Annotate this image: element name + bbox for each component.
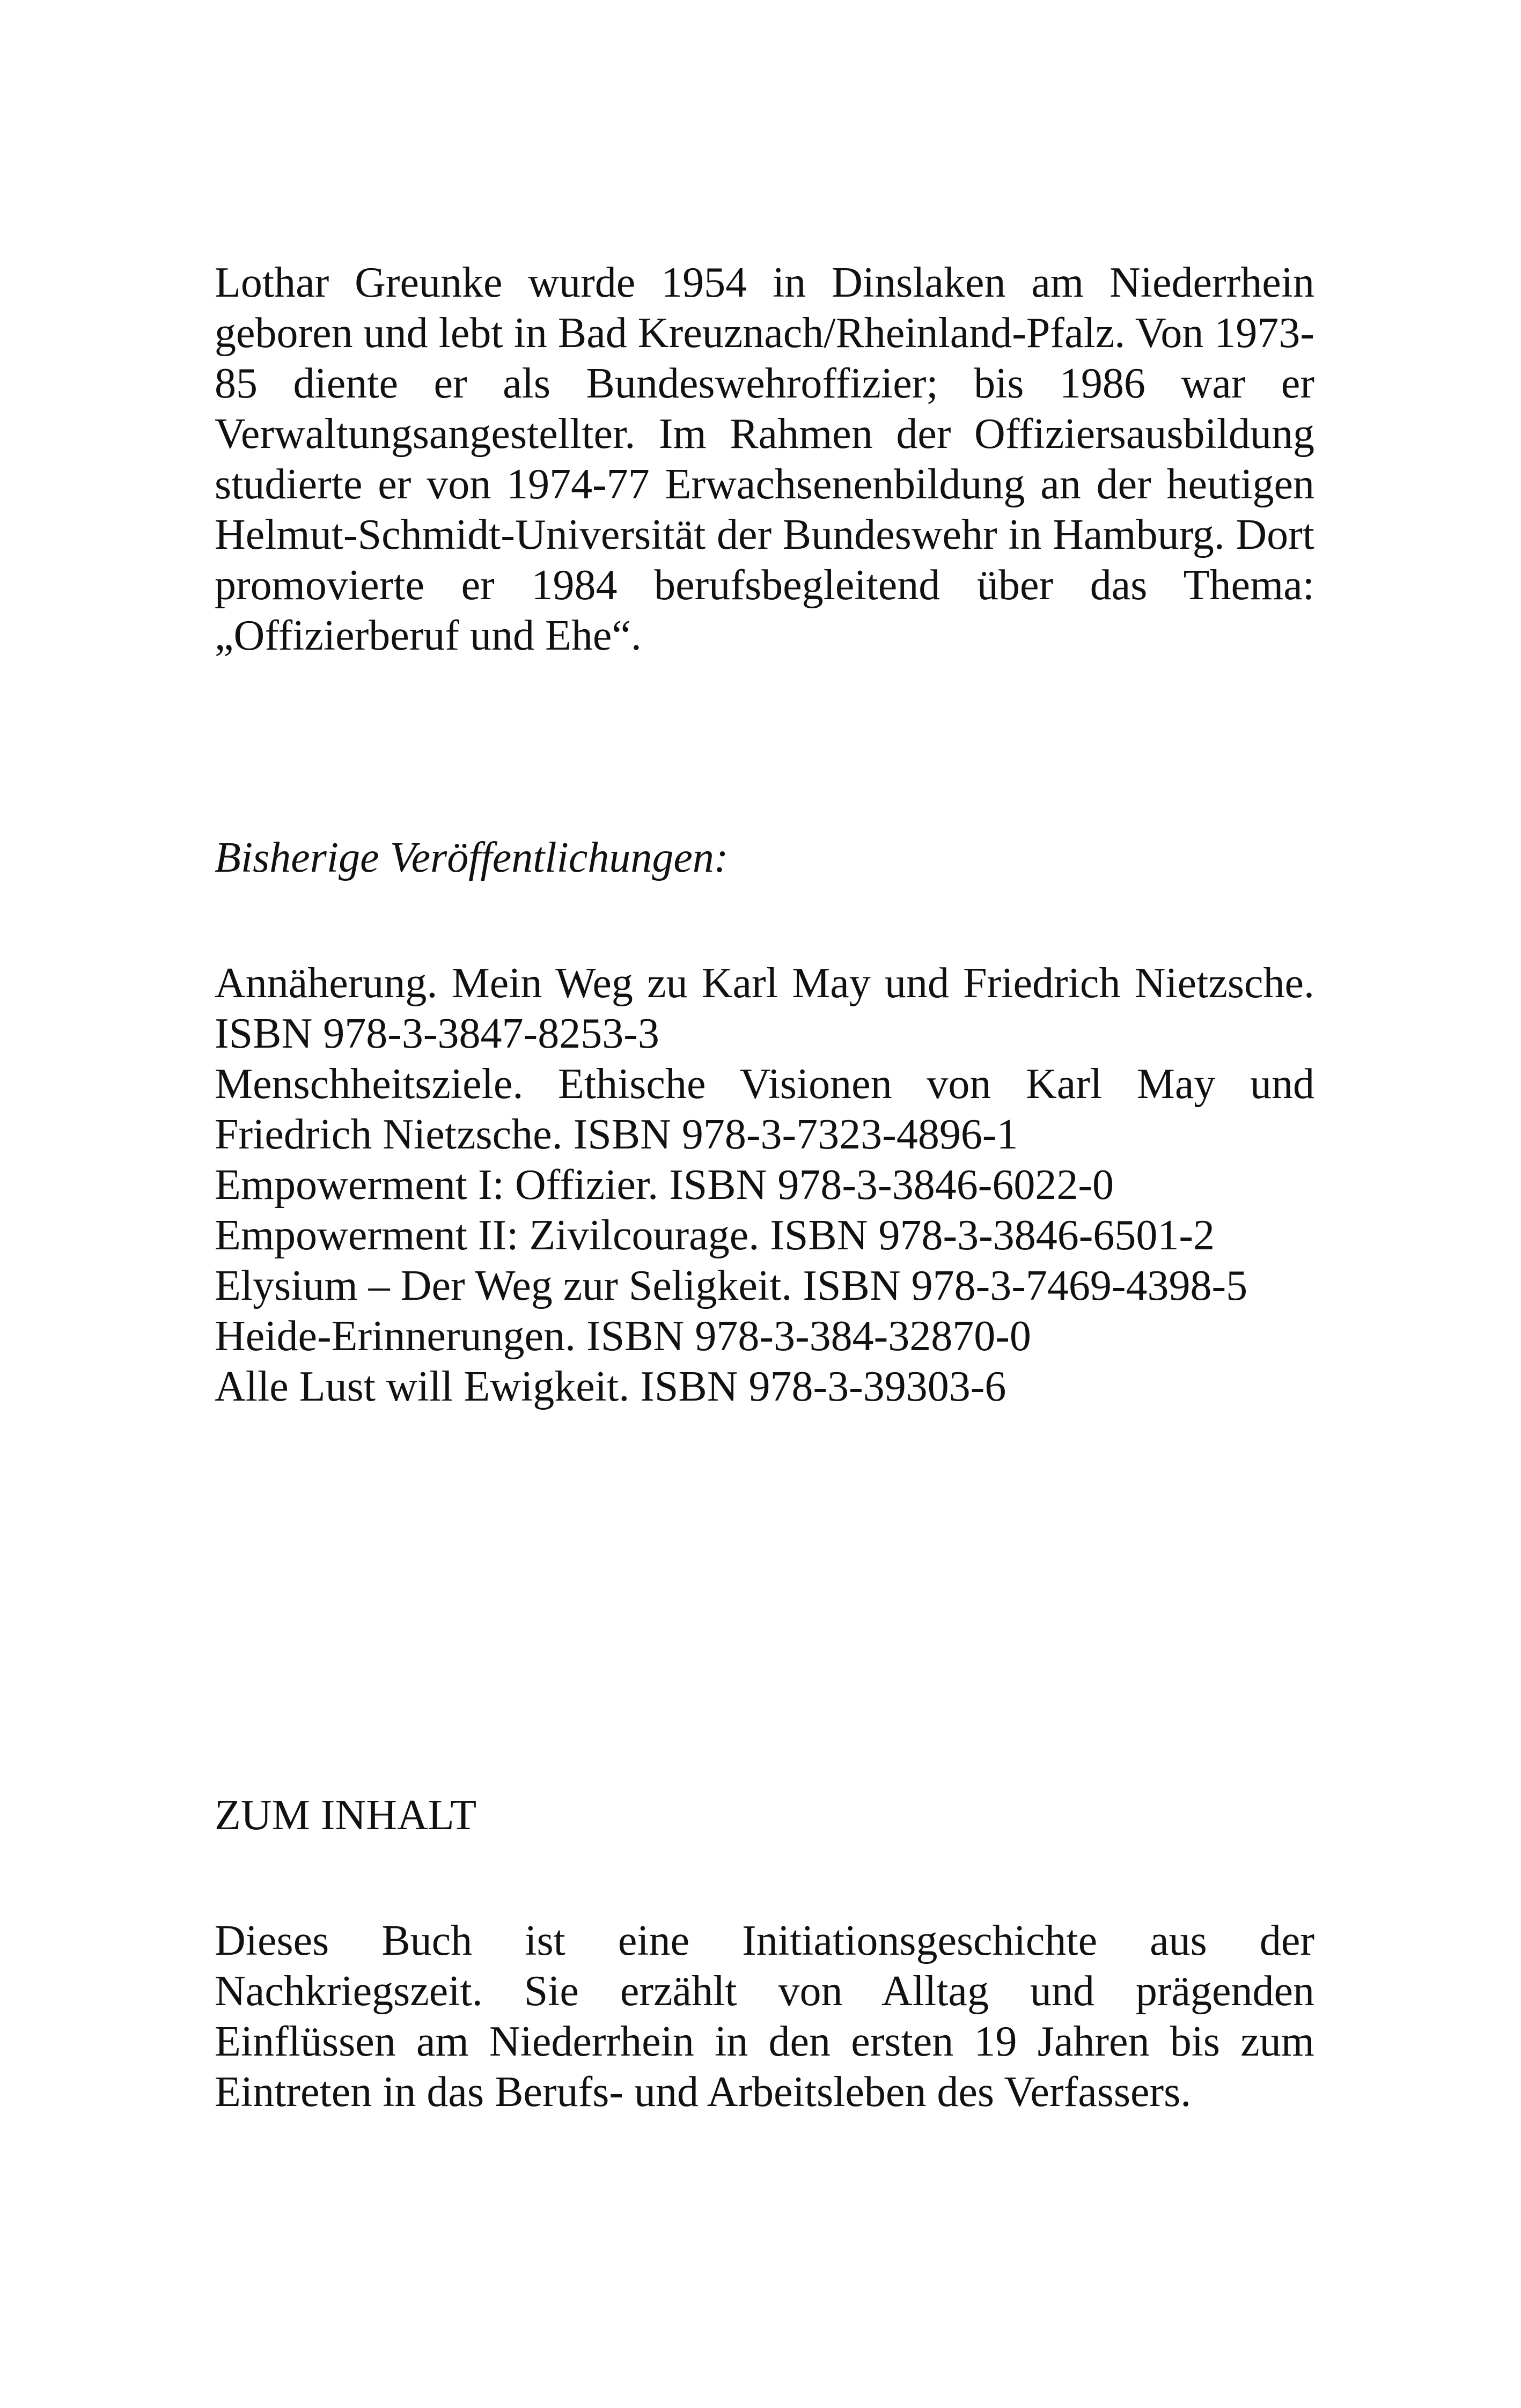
content-summary: Dieses Buch ist eine Initiationsgeschichte aus der Nachkriegszeit. Sie erzählt von Alltag und prägenden Einflüssen am Niederrhein in den ersten 19 Jahren bis zum Eintreten in das Berufs- und Arbeitsleben des Verfassers. bbox=[215, 1917, 1314, 2116]
page-content bbox=[215, 257, 1314, 2160]
publication-item: Empowerment II: Zivilcourage. ISBN 978-3-3846-6501-2 bbox=[215, 1212, 1215, 1259]
publication-item: Elysium – Der Weg zur Seligkeit. ISBN 978-3-7469-4398-5 bbox=[215, 1262, 1248, 1309]
publications-list bbox=[215, 958, 1314, 1412]
publication-item: Empowerment I: Offizier. ISBN 978-3-3846-6022-0 bbox=[215, 1161, 1114, 1209]
author-bio: Lothar Greunke wurde 1954 in Dinslaken am Niederrhein geboren und lebt in Bad Kreuznach/Rheinland-Pfalz. Von 1973-85 diente er als Bundeswehroffizier; bis 1986 war er Verwaltungsangestellter. Im Rahmen der Offiziersausbildung studierte er von 1974-77 Erwachsenenbildung an der heutigen Helmut-Schmidt-Universität der Bundeswehr in Hamburg. Dort promovierte er 1984 berufsbegleitend über das Thema: „Offizierberuf und Ehe“. bbox=[215, 259, 1314, 659]
publication-item: Menschheitsziele. Ethische Visionen von Karl May und Friedrich Nietzsche. ISBN 978-3-7323-4896-1 bbox=[215, 1061, 1314, 1158]
publications-heading: Bisherige Veröffentlichungen: bbox=[215, 834, 729, 881]
publication-item: Alle Lust will Ewigkeit. ISBN 978-3-39303-6 bbox=[215, 1363, 1006, 1410]
content-heading: ZUM INHALT bbox=[215, 1792, 477, 1839]
publication-item: Heide-Erinnerungen. ISBN 978-3-384-32870-0 bbox=[215, 1313, 1031, 1360]
publication-item: Annäherung. Mein Weg zu Karl May und Friedrich Nietzsche. ISBN 978-3-3847-8253-3 bbox=[215, 960, 1314, 1057]
